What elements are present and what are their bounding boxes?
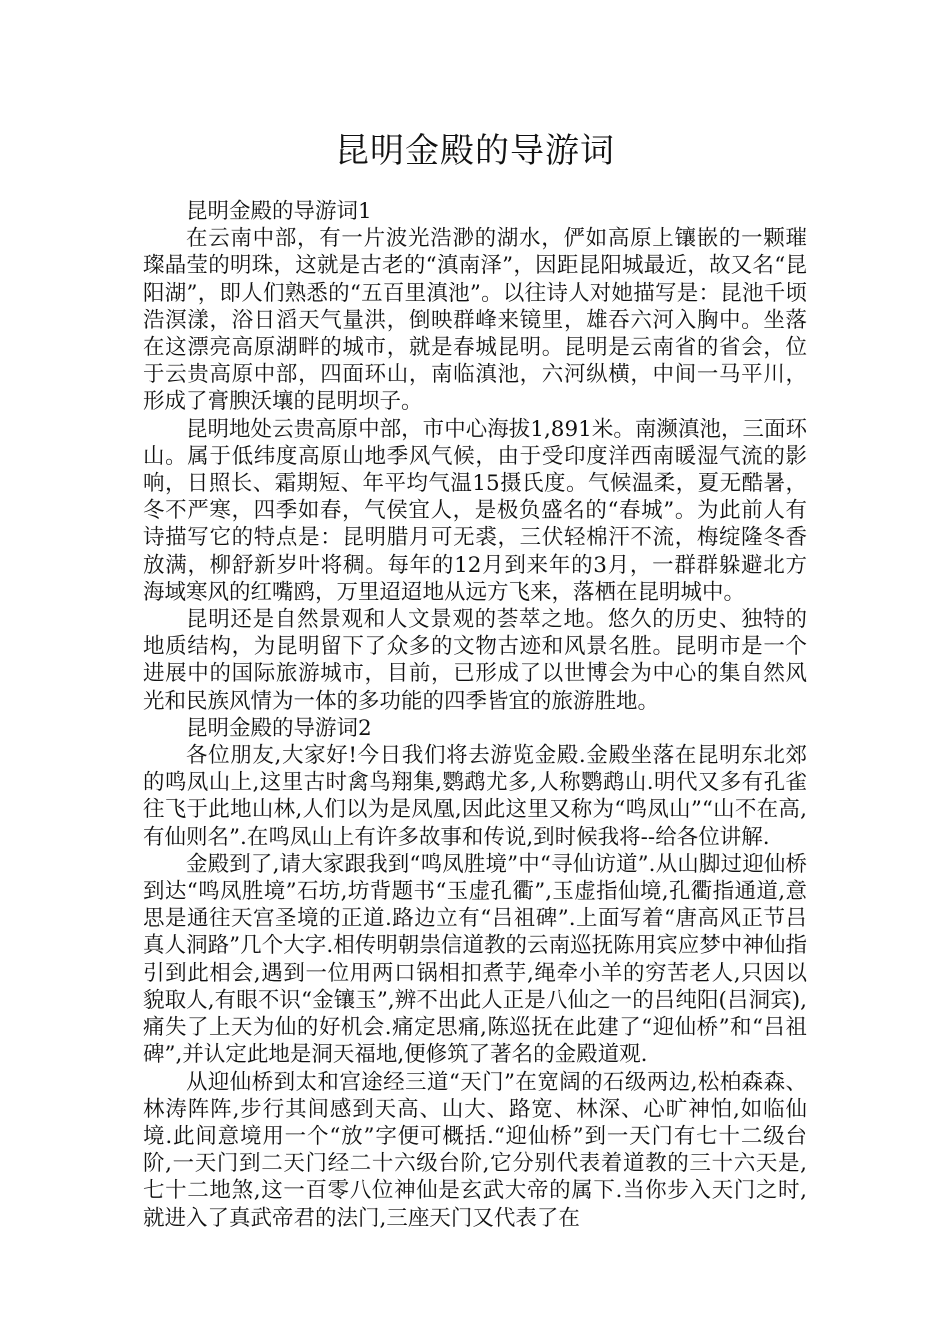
paragraph: 在云南中部，有一片波光浩渺的湖水，俨如高原上镶嵌的一颗璀璨晶莹的明珠，这就是古老的“滇南泽”，因距昆阳城最近，故又名“昆阳湖”，即人们熟悉的“五百里滇池”。以往诗人对她描写是：昆池千顷浩溟漾，浴日滔天气量洪，倒映群峰来镜里，雄吞六河入胸中。坐落在这漂亮高原湖畔的城市，就是春城昆明。昆明是云南省的省会，位于云贵高原中部，四面环山，南临滇池，六河纵横，中间一马平川，形成了膏腴沃壤的昆明坝子。 [143, 226, 807, 415]
section-heading: 昆明金殿的导游词1 [186, 199, 372, 224]
paragraph: 昆明地处云贵高原中部，市中心海拔1,891米。南濒滇池，三面环山。属于低纬度高原山地季风气候，由于受印度洋西南暖湿气流的影响，日照长、霜期短、年平均气温15摄氏度。气候温柔，夏无酷暑，冬不严寒，四季如春，气侯宜人，是极负盛名的“春城”。为此前人有诗描写它的特点是：昆明腊月可无裘，三伏轻棉汗不流，梅绽隆冬香放满，柳舒新岁叶将稠。每年的12月到来年的3月，一群群躲避北方海域寒风的红嘴鸥，万里迢迢地从远方飞来，落栖在昆明城中。 [143, 416, 807, 605]
paragraph: 金殿到了,请大家跟我到“鸣凤胜境”中“寻仙访道”.从山脚过迎仙桥到达“鸣凤胜境”石坊,坊背题书“玉虚孔衢”,玉虚指仙境,孔衢指通道,意思是通往天宫圣境的正道.路边立有“吕祖碑”.上面写着“唐高风正节吕真人洞路”几个大字.相传明朝祟信道教的云南巡抚陈用宾应梦中神仙指引到此相会,遇到一位用两口锅相扣煮芋,绳牵小羊的穷苦老人,只因以貌取人,有眼不识“金镶玉”,辨不出此人正是八仙之一的吕纯阳(吕洞宾),痛失了上天为仙的好机会.痛定思痛,陈巡抚在此建了“迎仙桥”和“吕祖碑”,并认定此地是洞天福地,便修筑了著名的金殿道观. [143, 851, 807, 1068]
paragraph: 昆明还是自然景观和人文景观的荟萃之地。悠久的历史、独特的地质结构，为昆明留下了众多的文物古迹和风景名胜。昆明市是一个进展中的国际旅游城市，目前，已形成了以世博会为中心的集自然风光和民族风情为一体的多功能的四季皆宜的旅游胜地。 [143, 607, 807, 714]
document-body [143, 198, 807, 1232]
section-heading: 昆明金殿的导游词2 [186, 715, 372, 741]
paragraph: 各位朋友,大家好!今日我们将去游览金殿.金殿坐落在昆明东北郊的鸣凤山上,这里古时禽鸟翔集,鹦鹉尤多,人称鹦鹉山.明代又多有孔雀往飞于此地山林,人们以为是凤凰,因此这里又称为“鸣凤山”“山不在高,有仙则名”.在鸣凤山上有许多故事和传说,到时候我将--给各位讲解. [143, 743, 807, 850]
document-title: 昆明金殿的导游词 [335, 131, 615, 171]
paragraph: 从迎仙桥到太和宫途经三道“天门”在宽阔的石级两边,松柏森森、林涛阵阵,步行其间感到天高、山大、路宽、林深、心旷神怕,如临仙境.此间意境用一个“放”字便可概括.“迎仙桥”到一天门有七十二级台阶,一天门到二天门经二十六级台阶,它分别代表着道教的三十六天是,七十二地煞,这一百零八位神仙是玄武大帝的属下.当你步入天门之时,就进入了真武帝君的法门,三座天门又代表了在 [143, 1069, 807, 1231]
